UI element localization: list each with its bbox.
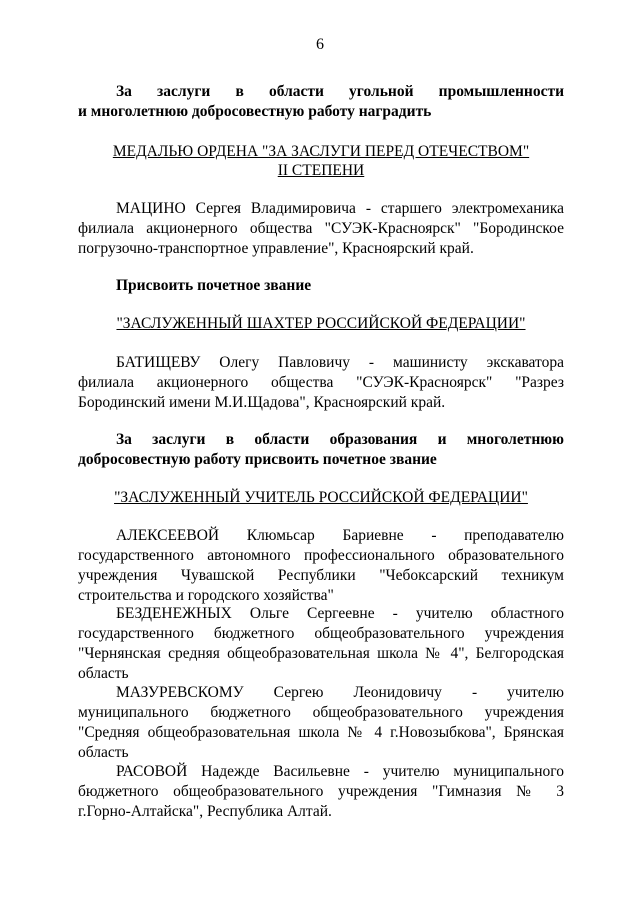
award-title-line: II СТЕПЕНИ (277, 162, 365, 179)
award-title-teacher (78, 488, 564, 507)
preamble-line: За заслуги в области образования и многолетнюю (116, 431, 564, 448)
preamble-coal-industry (78, 82, 564, 122)
award-title-line: "ЗАСЛУЖЕННЫЙ ШАХТЕР РОССИЙСКОЙ ФЕДЕРАЦИИ" (116, 315, 526, 332)
preamble-assign-title (78, 276, 564, 296)
recipient-line: БЕЗДЕНЕЖНЫХ Ольге Сергеевне - учителю областного (116, 605, 564, 622)
recipient-line: муниципального бюджетного общеобразовательного учреждения (78, 704, 564, 721)
recipient-line: РАСОВОЙ Надежде Васильевне - учителю муниципального (116, 763, 564, 780)
recipient-entry (78, 353, 564, 413)
recipient-line: филиала акционерного общества "СУЭК-Красноярск" "Разрез (78, 374, 564, 391)
preamble-education (78, 430, 564, 470)
recipient-line: г.Горно-Алтайска", Республика Алтай. (78, 803, 332, 820)
preamble-line: Присвоить почетное звание (116, 277, 312, 294)
recipient-entry (78, 199, 564, 259)
recipient-line: погрузочно-транспортное управление", Красноярский край. (78, 240, 474, 257)
preamble-line: и многолетнюю добросовестную работу наградить (78, 103, 432, 120)
preamble-line: добросовестную работу присвоить почетное звание (78, 451, 437, 468)
recipient-entry (78, 683, 564, 763)
recipient-line: БАТИЩЕВУ Олегу Павловичу - машинисту экскаватора (116, 354, 564, 371)
preamble-line: За заслуги в области угольной промышленности (116, 83, 564, 100)
recipient-line: филиала акционерного общества "СУЭК-Красноярск" "Бородинское (78, 220, 564, 237)
page-number: 6 (316, 36, 324, 53)
recipient-entry (78, 762, 564, 822)
award-title-medal (78, 142, 564, 180)
recipient-entry (78, 526, 564, 606)
recipient-line: бюджетного общеобразовательного учреждения "Гимназия № 3 (78, 783, 564, 800)
recipient-line: учреждения Чувашской Республики "Чебоксарский техникум (78, 567, 564, 584)
recipient-entry (78, 604, 564, 684)
recipient-line: область (78, 665, 129, 682)
award-title-miner (78, 314, 564, 333)
recipient-line: строительства и городского хозяйства" (78, 587, 334, 604)
recipient-line: область (78, 744, 129, 761)
recipient-line: государственного автономного профессионального образовательного (78, 547, 564, 564)
award-title-line: МЕДАЛЬЮ ОРДЕНА "ЗА ЗАСЛУГИ ПЕРЕД ОТЕЧЕСТВОМ" (112, 143, 530, 160)
recipient-line: государственного бюджетного общеобразовательного учреждения (78, 625, 564, 642)
award-title-line: "ЗАСЛУЖЕННЫЙ УЧИТЕЛЬ РОССИЙСКОЙ ФЕДЕРАЦИИ" (114, 489, 528, 506)
recipient-line: "Чернянская средняя общеобразовательная школа № 4", Белгородская (78, 645, 564, 662)
recipient-line: МАЦИНО Сергея Владимировича - старшего электромеханика (116, 200, 564, 217)
recipient-line: МАЗУРЕВСКОМУ Сергею Леонидовичу - учителю (116, 684, 564, 701)
recipient-line: Бородинский имени М.И.Щадова", Красноярский край. (78, 394, 446, 411)
recipient-line: "Средняя общеобразовательная школа № 4 г.Новозыбкова", Брянская (78, 724, 564, 741)
recipient-line: АЛЕКСЕЕВОЙ Клюмьсар Бариевне - преподавателю (116, 527, 564, 544)
